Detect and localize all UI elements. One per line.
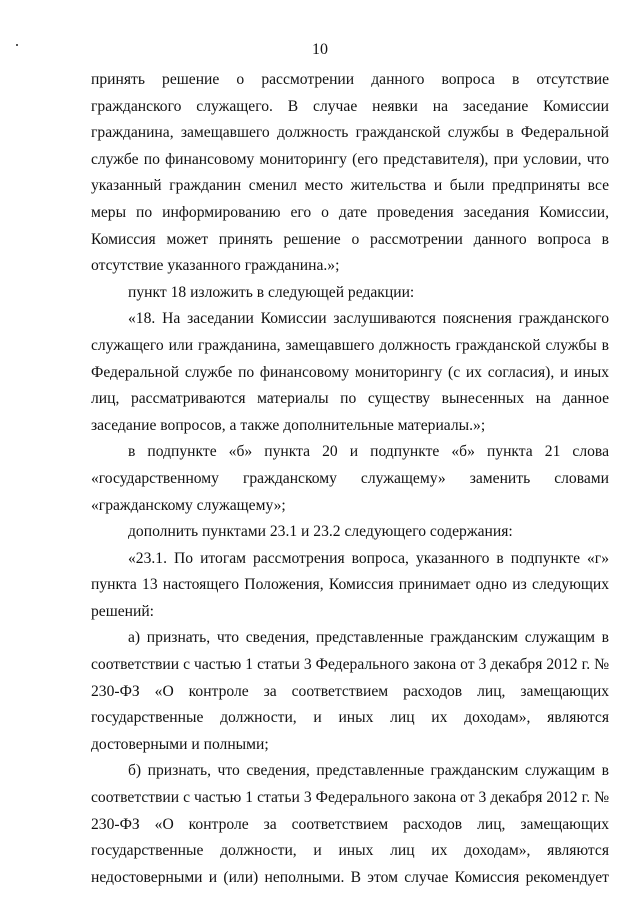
page-number: 10 xyxy=(312,41,328,58)
paragraph-add-items-intro: дополнить пунктами 23.1 и 23.2 следующего содержания: xyxy=(128,523,513,541)
paragraph-subitem-a: а) признать, что сведения, представленные гражданским служащим в соответствии с частью 1 статьи 3 Федерального закона от 3 декабря 2012 г. № 230-ФЗ «О контроле за соответствием расходов лиц, замещающих государственные должности, и иных лиц их доходам», являются достоверными и полными; xyxy=(91,629,609,753)
paragraph-subitem-b: б) признать, что сведения, представленные гражданским служащим в соответствии с частью 1 статьи 3 Федерального закона от 3 декабря 2012 г. № 230-ФЗ «О контроле за соответствием расходов лиц, замещающих государственные должности, и иных лиц их доходам», являются недостоверными и (или) неполными. В этом случае Комиссия рекомендует xyxy=(91,762,609,886)
paragraph-item-23-1: «23.1. По итогам рассмотрения вопроса, указанного в подпункте «г» пункта 13 настоящего Положения, Комиссия принимает одно из следующих решений: xyxy=(91,549,609,620)
paragraph-item-18-text: «18. На заседании Комиссии заслушиваются пояснения гражданского служащего или гражданина, замещавшего должность гражданской службы в Федеральной службе по финансовому мониторингу (с их согласия), и иных лиц, рассматриваются материалы по существу вынесенных на данное заседание вопросов, а также дополнительные материалы.»; xyxy=(91,310,609,434)
document-body xyxy=(91,67,609,891)
paragraph-items-20-21-amendment: в подпункте «б» пункта 20 и подпункте «б» пункта 21 слова «государственному гражданскому служащему» заменить словами «гражданскому служащему»; xyxy=(91,443,609,514)
paragraph-item-18-intro: пункт 18 изложить в следующей редакции: xyxy=(128,283,415,301)
paragraph-continuation: принять решение о рассмотрении данного вопроса в отсутствие гражданского служащего. В случае неявки на заседание Комиссии гражданина, замещавшего должность гражданской службы в Федеральной службе по финансовому мониторингу (его представителя), при условии, что указанный гражданин сменил место жительства и были предприняты все меры по информированию его о дате проведения заседания Комиссии, Комиссия может принять решение о рассмотрении данного вопроса в отсутствие указанного гражданина.»; xyxy=(91,71,609,275)
